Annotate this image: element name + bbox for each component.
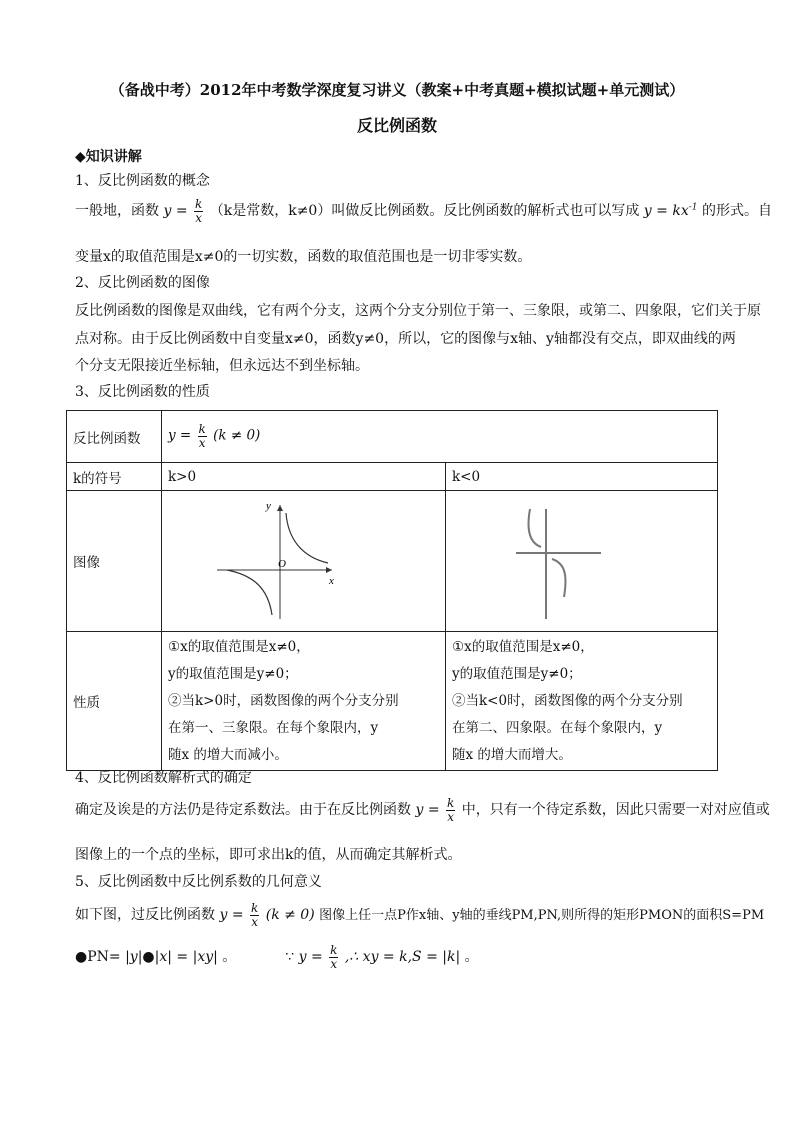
property-line: y的取值范围是y≠0；	[452, 665, 582, 682]
x-axis-label: x	[329, 575, 334, 587]
frac-num: k	[251, 901, 259, 915]
frac-num: k	[195, 197, 203, 211]
formula-y-eq: y =	[219, 907, 244, 924]
formula-exponent: -1	[688, 202, 698, 213]
property-line: ①x的取值范围是x≠0，	[168, 638, 310, 655]
formula-cell	[162, 411, 718, 463]
x-axis-arrow	[326, 567, 332, 573]
property-line: 在第二、四象限。在每个象限内，y	[452, 719, 663, 736]
formula-k-over-x	[198, 423, 207, 449]
k-negative-cell: k<0	[446, 463, 718, 491]
frac-num: k	[447, 796, 455, 810]
properties-table	[66, 410, 718, 771]
table-row	[67, 632, 718, 771]
s1-heading: 1、反比例函数的概念	[75, 173, 210, 189]
s5-paragraph-line1	[75, 901, 765, 929]
s1-text-b: （k是常数，k≠0）叫做反比例函数。反比例函数的解析式也可以写成	[209, 203, 640, 220]
s1-paragraph-line1	[75, 197, 772, 225]
s5-period-2: 。	[464, 949, 479, 966]
s5-heading: 5、反比例函数中反比例系数的几何意义	[75, 874, 322, 890]
row-label-function: 反比例函数	[67, 411, 162, 463]
row-label-k-sign: k的符号	[67, 463, 162, 491]
s1-text-c: 的形式。自	[701, 203, 772, 220]
property-line: ②当k<0时，函数图像的两个分支分别	[452, 692, 683, 709]
frac-num: k	[198, 422, 206, 437]
s4-text-b: 中，只有一个待定系数，因此只需要一对对应值或	[461, 802, 770, 819]
hyperbola-branch-q4	[552, 559, 566, 597]
property-line: ①x的取值范围是x≠0，	[452, 638, 594, 655]
formula-kx-inverse	[644, 203, 698, 219]
graph-k-negative-cell	[446, 491, 718, 632]
formula-abs-product: |y|●|x| = |xy|	[125, 949, 218, 966]
table-row	[67, 463, 718, 491]
property-line: 随x 的增大而减小。	[168, 746, 288, 763]
formula-k-over-x	[329, 944, 338, 970]
formula-condition: (k ≠ 0)	[265, 907, 315, 924]
formula-y-eq: y =	[168, 428, 192, 444]
property-line: ②当k>0时，函数图像的两个分支分别	[168, 692, 399, 709]
y-axis-arrow	[277, 505, 283, 511]
formula-y-eq: y =	[415, 802, 440, 819]
frac-den: x	[251, 914, 259, 929]
s4-paragraph-line2: 图像上的一个点的坐标，即可求出k的值，从而确定其解析式。	[75, 847, 462, 863]
s1-text-a: 一般地，函数	[75, 203, 159, 220]
hyperbola-branch-q2	[528, 509, 541, 547]
origin-label: O	[278, 558, 286, 570]
row-label-properties: 性质	[67, 632, 162, 771]
s5-text-pn: ●PN=	[75, 949, 121, 966]
formula-kx: y = kx	[643, 203, 689, 220]
s2-heading: 2、反比例函数的图像	[75, 275, 210, 291]
s4-heading: 4、反比例函数解析式的确定	[75, 770, 252, 786]
s5-period: 。	[222, 949, 237, 966]
y-axis-label: y	[266, 500, 271, 512]
s5-text-c: 图像上任一点P作x轴、y轴的垂线PM,PN,则所得的矩形PMON的面积S=PM	[319, 908, 765, 924]
table-row	[67, 411, 718, 463]
graph-k-positive-cell	[162, 491, 446, 632]
hyperbola-k-negative-graph	[446, 491, 717, 627]
formula-y-eq: y =	[298, 949, 323, 966]
document-title: （备战中考）2012年中考数学深度复习讲义（教案+中考真题+模拟试题+单元测试）	[109, 81, 685, 99]
formula-k-over-x	[446, 797, 455, 823]
s4-text-a: 确定及诶是的方法仍是待定系数法。由于在反比例函数	[75, 802, 411, 819]
frac-den: x	[198, 436, 206, 450]
s5-paragraph-line2	[75, 944, 725, 970]
hyperbola-branch-q1	[286, 513, 328, 563]
frac-num: k	[330, 943, 338, 957]
table-row	[67, 491, 718, 632]
properties-k-negative-cell	[446, 632, 718, 771]
s4-paragraph-line1	[75, 796, 770, 824]
k-positive-cell: k>0	[162, 463, 446, 491]
frac-den: x	[447, 809, 455, 824]
frac-den: x	[330, 956, 338, 971]
s2-paragraph-line3: 个分支无限接近坐标轴，但永远达不到坐标轴。	[75, 358, 369, 374]
s1-paragraph-line2: 变量x的取值范围是x≠0的一切实数，函数的取值范围也是一切非零实数。	[75, 249, 532, 265]
document-subtitle: 反比例函数	[356, 116, 437, 135]
formula-k-over-x	[194, 198, 203, 224]
s5-text-a: 如下图，过反比例函数	[75, 907, 215, 924]
row-label-graph: 图像	[67, 491, 162, 632]
property-line: 在第一、三象限。在每个象限内，y	[168, 719, 379, 736]
formula-therefore: ,∴ xy = k,S = |k|	[344, 949, 461, 966]
hyperbola-branch-q3	[227, 570, 272, 615]
formula-y-eq: y =	[163, 203, 188, 220]
s2-paragraph-line1: 反比例函数的图像是双曲线，它有两个分支，这两个分支分别位于第一、三象限，或第二、四象限，它们关于原	[75, 303, 761, 319]
s3-heading: 3、反比例函数的性质	[75, 384, 210, 400]
properties-k-positive-cell	[162, 632, 446, 771]
section-heading: ◆知识讲解	[75, 149, 142, 165]
hyperbola-k-positive-graph	[162, 491, 445, 627]
property-line: 随x 的增大而增大。	[452, 746, 572, 763]
frac-den: x	[195, 210, 203, 225]
property-line: y的取值范围是y≠0；	[168, 665, 298, 682]
s2-paragraph-line2: 点对称。由于反比例函数中自变量x≠0，函数y≠0，所以，它的图像与x轴、y轴都没有交点，即双曲线的两	[75, 331, 736, 347]
formula-k-over-x	[250, 902, 259, 928]
because-symbol: ∵	[285, 949, 295, 966]
formula-condition: (k ≠ 0)	[213, 428, 261, 444]
